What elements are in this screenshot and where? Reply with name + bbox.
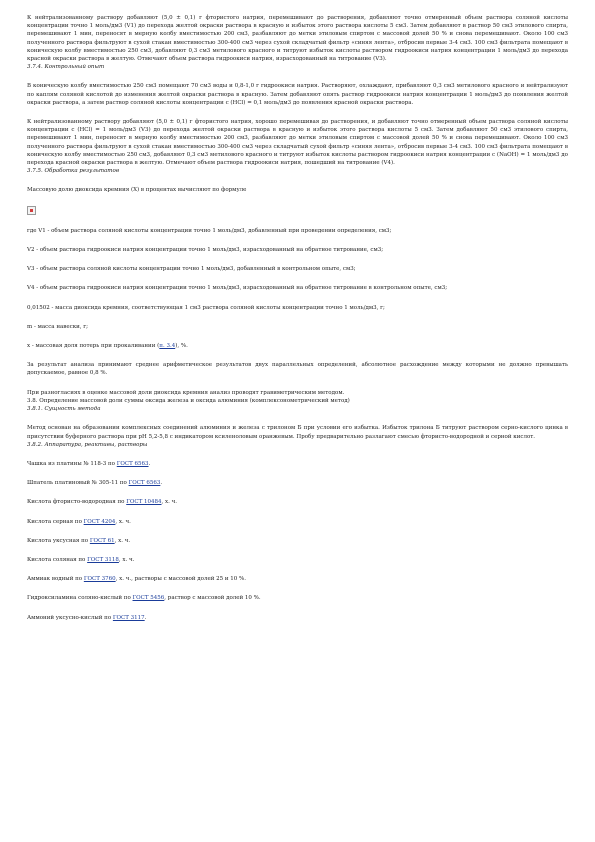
paragraph-result-average: За результат анализа принимают среднее арифметическое результатов двух параллельных определений, абсолютное расхождение между которыми не должно превышать допускаемое, равное 0,8 %. (27, 362, 568, 377)
reagent-suffix: . (160, 480, 163, 487)
reagent-prefix: Кислота серная по (27, 518, 84, 525)
reagent-item (27, 537, 568, 545)
formula-image (27, 206, 568, 218)
definition-v2: V2 - объем раствора гидроокиси натрия концентрации точно 1 моль/дм3, израсходованный на обратное титрование, см3; (27, 247, 384, 254)
reagent-suffix: , х. ч. (115, 518, 131, 525)
reagent-gost-link[interactable]: ГОСТ 4204 (83, 518, 116, 525)
heading-method-essence: 3.8.1. Сущность метода (27, 406, 101, 413)
reagent-gost-link[interactable]: ГОСТ 3118 (87, 556, 119, 563)
reagent-item (27, 594, 568, 602)
reagent-suffix: , х. ч. (161, 499, 177, 506)
reagent-gost-link[interactable]: ГОСТ 5456 (132, 595, 165, 602)
reagent-prefix: Кислота уксусная по (27, 537, 90, 544)
reagent-prefix: Гидроксиламина солянo-кислый по (27, 595, 133, 602)
link-clause-3-4[interactable]: п. 3.4 (159, 343, 176, 350)
definition-sample-mass: m - масса навески, г; (27, 323, 89, 330)
definition-loss-suffix: ), %. (175, 343, 188, 350)
paragraph-control-neutralized: К нейтрализованному раствору добавляют (5,0 ± 0,1) г фтористого натрия, хорошо перемешивая до растворения, и добавляют точно отмеренный объем раствора соляной кислоты концентрации с (HCl) = 1 моль/дм3 (V3) до перехода желтой окраски раствора в красную и избыток этого раствора кислоты 5 см3. Затем добавляют 50 см3 этилового спирта, перемешивают 1 мин, переносят в мерную колбу вместимостью 200 см3, разбавляют до метки этиловым спиртом с массовой долей 50 % и снова перемешивают. Около 100 см3 полученного раствора фильтруют в сухой стакан вместимостью 300-400 см3 через складчатый сухой фильтр «синяя лента», отбросив первые 3-4 см3. 100 см3 фильтрата помещают в коническую колбу вместимостью 250 см3, добавляют 0,3 см3 метилового красного и титруют избыток кислоты раствором гидроокиси натрия концентрации с (NaOH) = 1 моль/дм3 до перехода красной окраски раствора в желтую. Отмечают объем раствора гидроокиси натрия, пошедший на титрование (V4). (27, 119, 568, 167)
reagent-suffix: . (148, 460, 151, 467)
reagent-prefix: Аммиак водный по (27, 576, 84, 583)
definition-loss-prefix: х - массовая доля потерь при прокаливании ( (27, 343, 160, 350)
document-page (27, 14, 568, 622)
reagent-item (27, 498, 568, 506)
reagent-item (27, 460, 568, 468)
definition-v3: V3 - объем раствора соляной кислоты концентрации точно 1 моль/дм3, добавленный в контрольном опыте, см3; (27, 266, 356, 273)
reagent-suffix: , х. ч. (114, 537, 131, 544)
reagent-item (27, 614, 568, 622)
reagent-gost-link[interactable]: ГОСТ 3760 (83, 576, 116, 583)
reagent-suffix: , х. ч. (118, 556, 135, 563)
heading-control-experiment: 3.7.4. Контрольный опыт (27, 64, 105, 71)
reagent-suffix: , раствор с массовой долей 10 %. (164, 595, 261, 602)
reagent-item (27, 518, 568, 526)
reagent-gost-link[interactable]: ГОСТ 3117 (112, 614, 145, 621)
paragraph-disagreement: При разногласиях в оценке массовой доли диоксида кремния анализ проводят гравиметрическим методом. (27, 389, 345, 396)
reagent-prefix: Чашка из платины № 118-3 по (27, 460, 117, 467)
reagent-gost-link[interactable]: ГОСТ 6563 (128, 480, 161, 487)
reagent-gost-link[interactable]: ГОСТ 6563 (116, 460, 149, 467)
heading-results-processing: 3.7.5. Обработка результатов (27, 168, 120, 175)
definition-loss-fraction (27, 342, 568, 350)
paragraph-control-flask: В коническую колбу вместимостью 250 см3 помещают 70 см3 воды и 0,8-1,0 г гидроокиси натрия. Растворяют, охлаждают, прибавляют 0,3 см3 метилового красного и нейтрализуют по каплям соляной кислотой до изменения желтой окраски раствора в красную. Затем добавляют опять раствор гидроокиси натрия концентрации 1 моль/дм3 до появления желтой окраски раствора, а затем раствор соляной кислоты концентрации с (HCl) = 0,1 моль/дм3 до появления красной окраски раствора. (27, 83, 568, 106)
definition-v1: где V1 - объем раствора соляной кислоты концентрации точно 1 моль/дм3, добавленный при проведении определения, см3; (27, 227, 392, 234)
reagent-prefix: Аммоний уксусно-кислый по (27, 614, 113, 621)
reagent-item (27, 479, 568, 487)
heading-apparatus-reagents: 3.8.2. Аппаратура, реактивы, растворы (27, 441, 148, 448)
reagent-item (27, 575, 568, 583)
broken-image-icon (27, 206, 36, 215)
reagent-item (27, 556, 568, 564)
reagent-prefix: Кислота соляная по (27, 556, 88, 563)
reagent-prefix: Кислота фтористо-водородная по (27, 499, 127, 506)
paragraph-method-description: Метод основан на образовании комплексных соединений алюминия и железа с трилоном Б при условии его избытка. Избыток трилона Б титруют раствором серно-кислого цинка в присутствии буферного раствора при рН 5,2-5,8 с индикатором ксиленоловым оранжевым. Пробу предварительно разлагают смесью фтористо-водородной и серной кислот. (27, 425, 568, 440)
reagent-suffix: , х. ч., растворы с массовой долей 25 и 10 %. (115, 576, 247, 583)
definition-silica-mass: 0,01502 - масса диоксида кремния, соответствующая 1 см3 раствора соляной кислоты концентрации точно 1 моль/дм3, г; (27, 304, 385, 311)
definition-v4: V4 - объем раствора гидроокиси натрия концентрации точно 1 моль/дм3, израсходованный на обратное титрование в контрольном опыте, см3; (27, 285, 448, 292)
reagent-prefix: Шпатель платиновый № 305-11 по (27, 480, 129, 487)
paragraph-neutralized-solution: К нейтрализованному раствору добавляют (5,0 ± 0,1) г фтористого натрия, перемешивают до растворения, добавляют точно отмеренный объем раствора соляной кислоты концентрации точно 1 моль/дм3 (V1) до перехода желтой окраски раствора в красную и избыток этого раствора кислоты 5 см3. Затем добавляют в раствор 50 см3 этилового спирта, перемешивают 1 мин, переносят в мерную колбу вместимостью 200 см3, разбавляют до метки этиловым спиртом с массовой долей 50 % и снова перемешивают. Около 100 см3 полученного раствора фильтруют в сухой стакан вместимостью 300-400 см3 через сухой складчатый фильтр «синяя лента», отбросив первые 3-4 см3. 100 см3 фильтрата помещают в коническую колбу вместимостью 250 см3, добавляют 0,3 см3 метилового красного и титруют избыток кислоты раствором гидроокиси натрия концентрации 1 моль/дм3 до перехода красной окраски раствора в желтую. Отмечают объем раствора гидроокиси натрия, израсходованный на титрование (V3). (27, 15, 568, 63)
paragraph-formula-intro: Массовую долю диоксида кремния (Х) в процентах вычисляют по формуле (27, 187, 247, 194)
reagent-gost-link[interactable]: ГОСТ 10484 (126, 499, 162, 506)
reagent-gost-link[interactable]: ГОСТ 61 (89, 537, 115, 544)
reagent-suffix: . (144, 614, 147, 621)
heading-iron-aluminium-oxides: 3.8. Определение массовой доли суммы оксида железа и оксида алюминия (комплексонометрический метод) (27, 397, 350, 404)
